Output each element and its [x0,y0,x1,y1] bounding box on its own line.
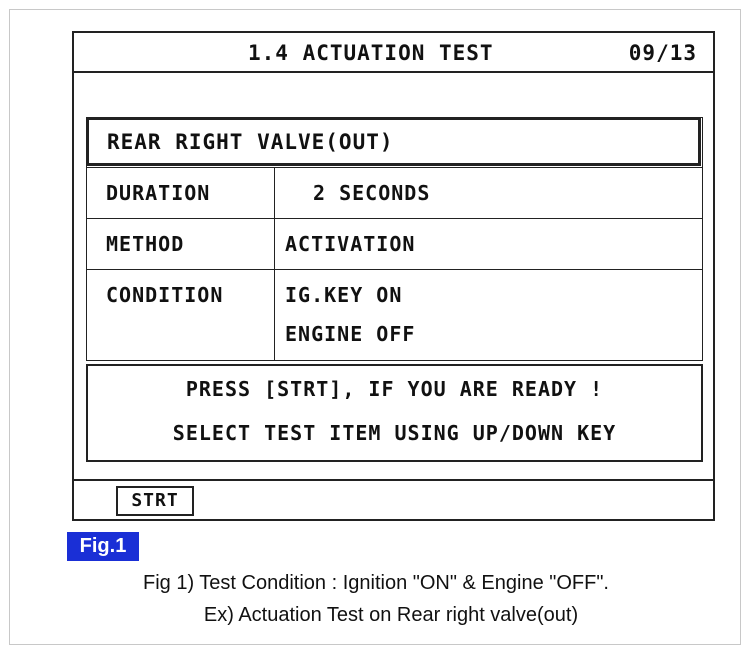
condition-value-2: ENGINE OFF [285,322,416,346]
figure-caption-line-1: Fig 1) Test Condition : Ignition "ON" & Engine "OFF". [142,572,609,594]
condition-label: CONDITION [106,283,224,307]
figure-caption-line-2: Ex) Actuation Test on Rear right valve(out) [203,604,579,626]
duration-value: 2 SECONDS [313,181,431,205]
row-value [275,168,702,218]
table-row-condition [87,269,702,360]
title-bar [74,33,713,73]
message-line-2: SELECT TEST ITEM USING UP/DOWN KEY [172,421,617,445]
figure-badge: Fig.1 [67,532,139,561]
row-label [87,219,275,269]
test-info-table [86,117,703,361]
test-item-row[interactable] [86,117,701,166]
table-row-method [87,218,702,269]
row-value [275,270,702,360]
message-line-1: PRESS [STRT], IF YOU ARE READY ! [185,377,604,401]
duration-label: DURATION [106,181,211,205]
softkey-divider [74,479,713,481]
condition-value-1: IG.KEY ON [285,283,403,307]
instruction-message [86,364,703,462]
row-label [87,270,275,360]
method-label: METHOD [106,232,185,256]
row-value [275,219,702,269]
table-row-duration [87,167,702,218]
screen-title: 1.4 ACTUATION TEST [248,41,494,65]
page-indicator: 09/13 [628,41,697,65]
start-softkey-button[interactable]: STRT [116,486,194,516]
scan-tool-screen [72,31,715,521]
row-label [87,168,275,218]
method-value: ACTIVATION [285,232,416,256]
test-item-name: REAR RIGHT VALVE(OUT) [107,130,394,154]
